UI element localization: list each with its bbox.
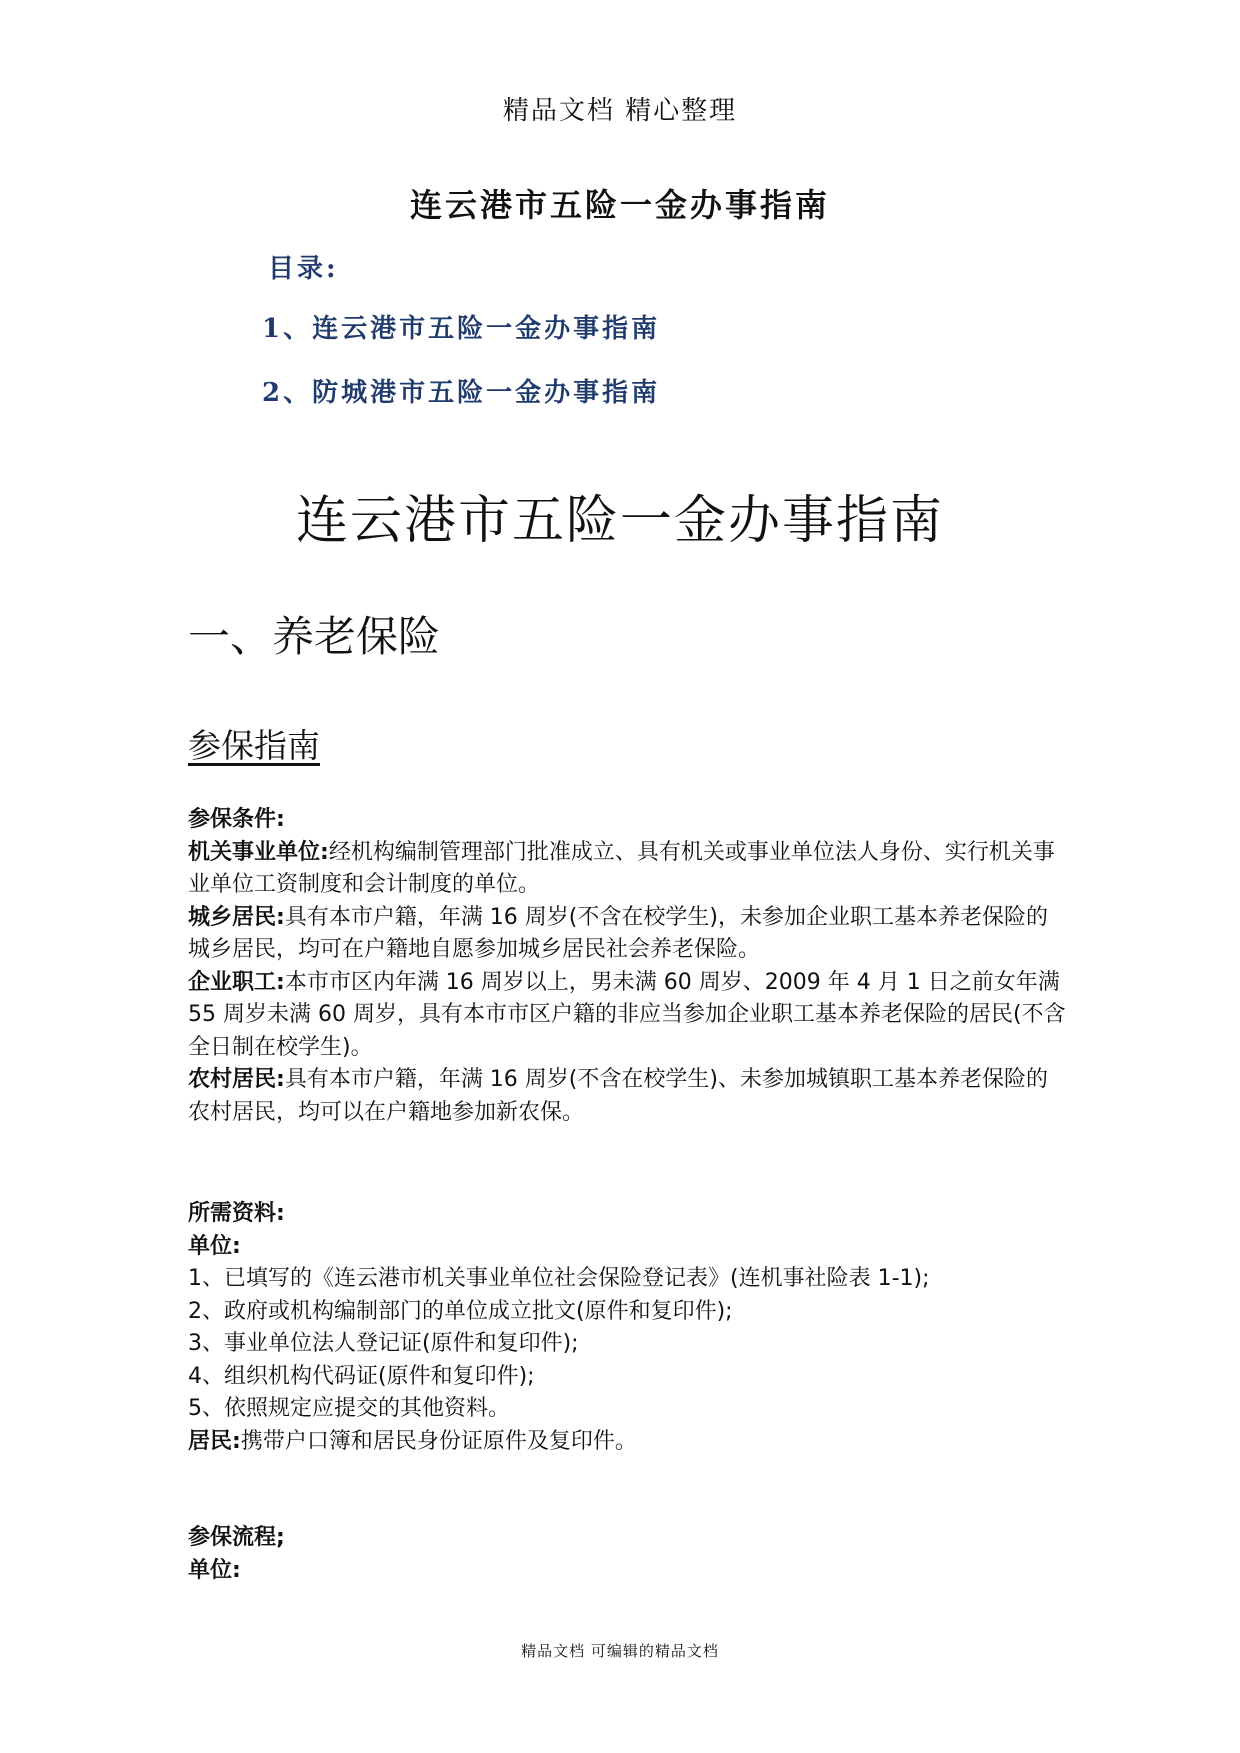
materials-block [188, 1198, 1068, 1458]
condition-item [188, 837, 1068, 902]
materials-unit-label: 单位: [188, 1233, 241, 1259]
material-item: 1、已填写的《连云港市机关事业单位社会保险登记表》(连机事社险表 1-1); [188, 1266, 930, 1291]
toc-item-2[interactable]: 2、防城港市五险一金办事指南 [262, 378, 661, 408]
condition-label: 企业职工: [188, 969, 285, 995]
toc-heading: 目录: [268, 254, 339, 284]
condition-item [188, 967, 1068, 1065]
footer-note: 精品文档 可编辑的精品文档 [521, 1642, 719, 1660]
resident-label: 居民: [188, 1428, 241, 1454]
material-item: 2、政府或机构编制部门的单位成立批文(原件和复印件); [188, 1298, 733, 1324]
process-heading: 参保流程; [188, 1525, 285, 1550]
condition-text: 本市市区内年满 16 周岁以上，男未满 60 周岁、2009 年 4 月 1 日之前女年满 55 周岁未满 60 周岁，具有本市市区户籍的非应当参加企业职工基本养老保险的居民(不含全日制在校学生)。 [188, 969, 1066, 1060]
resident-text: 携带户口簿和居民身份证原件及复印件。 [240, 1428, 637, 1454]
condition-label: 城乡居民: [188, 904, 285, 930]
condition-text: 具有本市户籍，年满 16 周岁(不含在校学生)，未参加企业职工基本养老保险的城乡居民，均可在户籍地自愿参加城乡居民社会养老保险。 [188, 904, 1048, 962]
condition-item [188, 1064, 1068, 1129]
condition-label: 机关事业单位: [188, 839, 329, 865]
section-title: 一、养老保险 [188, 612, 441, 661]
conditions-block [188, 804, 1068, 1129]
sub-heading: 参保指南 [188, 726, 320, 765]
process-block [188, 1522, 1068, 1587]
condition-text: 具有本市户籍，年满 16 周岁(不含在校学生)、未参加城镇职工基本养老保险的农村居民，均可以在户籍地参加新农保。 [188, 1067, 1048, 1125]
process-unit-label: 单位: [188, 1557, 241, 1583]
main-title: 连云港市五险一金办事指南 [295, 491, 944, 551]
material-item: 4、组织机构代码证(原件和复印件); [188, 1363, 535, 1389]
cover-title: 连云港市五险一金办事指南 [409, 186, 830, 224]
materials-heading: 所需资料: [188, 1201, 285, 1226]
material-item: 3、事业单位法人登记证(原件和复印件); [188, 1331, 579, 1356]
condition-text: 经机构编制管理部门批准成立、具有机关或事业单位法人身份、实行机关事业单位工资制度和会计制度的单位。 [188, 839, 1055, 897]
toc-item-1[interactable]: 1、连云港市五险一金办事指南 [262, 314, 661, 344]
conditions-heading: 参保条件: [188, 807, 285, 832]
material-item: 5、依照规定应提交的其他资料。 [188, 1396, 510, 1421]
resident-materials [188, 1426, 1068, 1459]
header-note: 精品文档 精心整理 [502, 96, 738, 126]
condition-item [188, 902, 1068, 967]
condition-label: 农村居民: [188, 1067, 285, 1092]
table-of-contents [262, 312, 660, 440]
